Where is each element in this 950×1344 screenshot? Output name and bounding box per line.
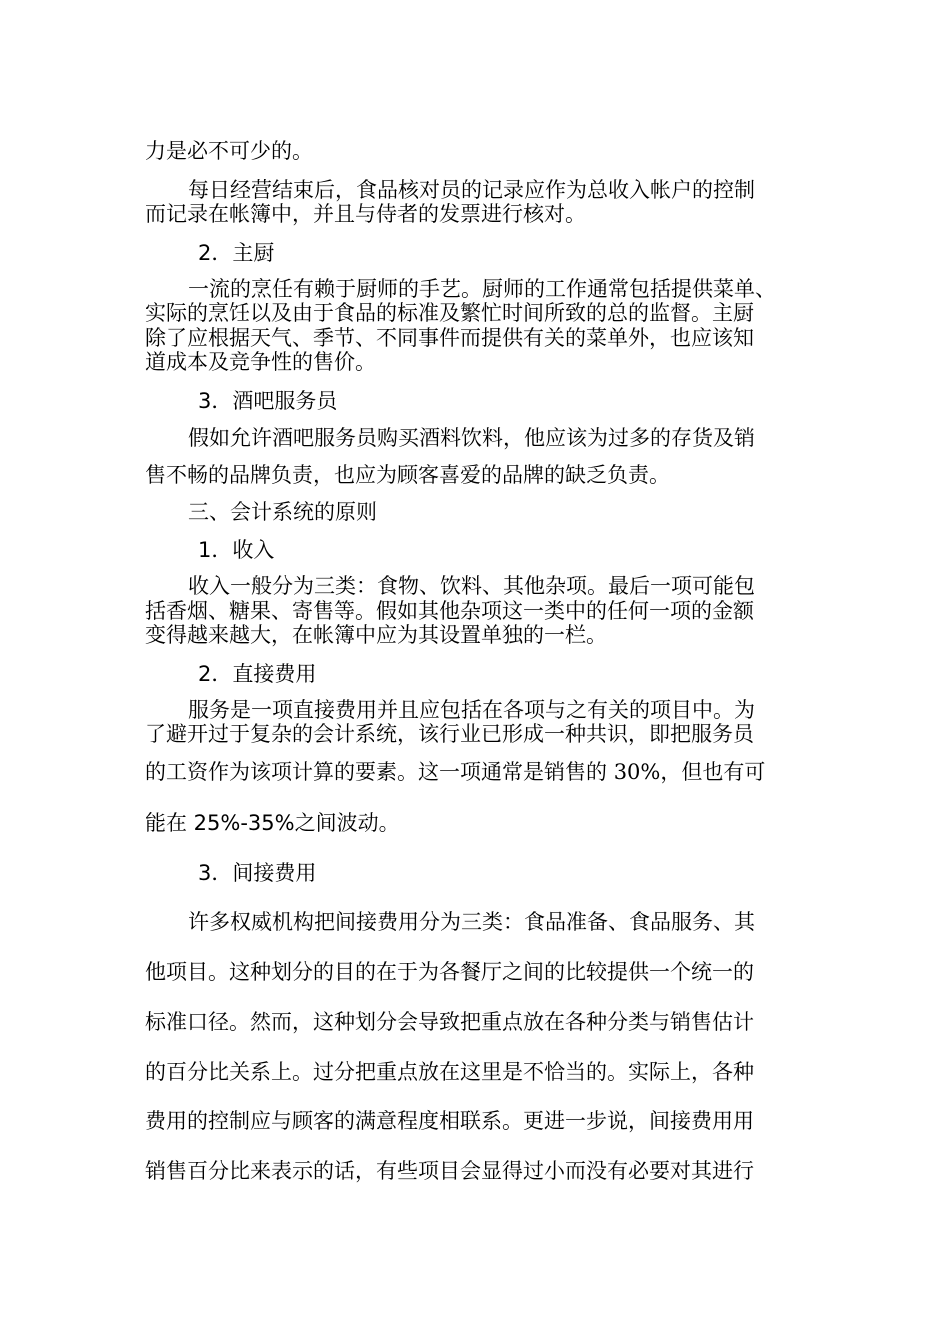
- text-segment: 许多权威机构把间接费用分为三类：食品: [188, 910, 566, 934]
- paragraph-line: 括香烟、糖果、寄售等。假如其他杂项这一类中的任何一项的金额: [145, 599, 754, 623]
- paragraph-line: 销售百分比来表示的话，有些项目会显得过小而没有必要对其进行: [145, 1159, 754, 1183]
- paragraph-line: 实际的烹饪以及由于食品的标准及繁忙时间所致的总的监督。主厨: [145, 301, 754, 325]
- paragraph-line: 了避开过于复杂的会计系统，该行业已形成一种共识，即把服务员: [145, 722, 754, 746]
- text-segment: 30%，但也有可: [613, 760, 766, 784]
- paragraph-line: 他项目。这种划分的目的在于为各餐厅之间的比较提供一个统一的: [145, 960, 754, 984]
- paragraph-line: 而记录在帐簿中，并且与侍者的发票进行核对。: [145, 202, 586, 226]
- section-heading: 3．间接费用: [198, 861, 317, 885]
- paragraph-line: 一流的烹任有赖于厨师的手艺。厨师的工作通常包括提供菜单、: [188, 277, 776, 301]
- paragraph-line: 收入一般分为三类：食物、饮料、其他杂项。最后一项可能包: [188, 574, 755, 598]
- paragraph-line: 道成本及竞争性的售价。: [145, 350, 376, 374]
- paragraph-line: 费用的控制应与顾客的满意程度相联系。更进一步说，间接费用用: [145, 1109, 754, 1133]
- paragraph-line: 的百分比关系上。过分把重点放在这里是不恰当的。实际上，各种: [145, 1060, 754, 1084]
- paragraph-line: 每日经营结束后，食品核对员的记录应作为总收入帐户的控制: [188, 178, 755, 202]
- section-heading: 1．收入: [198, 538, 275, 562]
- text-segment: 为顾客喜爱的品牌的缺乏负责。: [376, 463, 670, 487]
- paragraph-line: [145, 462, 670, 488]
- paragraph-line: 服务是一项直接费用并且应包括在各项与之有关的项目中。为: [188, 698, 755, 722]
- paragraph-line: 力是必不可少的。: [145, 139, 313, 163]
- section-heading: 2．直接费用: [198, 662, 317, 686]
- paragraph-line: [145, 759, 765, 785]
- paragraph-line: [188, 909, 755, 935]
- paragraph-line: 假如允许酒吧服务员购买酒料饮料，他应该为过多的存货及销: [188, 426, 755, 450]
- section-heading: 三、会计系统的原则: [188, 500, 377, 524]
- text-segment: 售不畅的品牌负责，也应: [145, 463, 376, 487]
- paragraph-line: 标准口径。然而，这种划分会导致把重点放在各种分类与销售估计: [145, 1010, 754, 1034]
- text-segment: 准备、食品服务、其: [566, 910, 755, 934]
- section-heading: 2．主厨: [198, 241, 275, 265]
- paragraph-line: 能在 25%-35%之间波动。: [145, 811, 400, 835]
- paragraph-line: 变得越来越大，在帐簿中应为其设置单独的一栏。: [145, 623, 607, 647]
- section-heading: 3．酒吧服务员: [198, 389, 338, 413]
- text-segment: 的工资作为该项计算的要素。这一项通常是销售的: [145, 760, 614, 784]
- paragraph-line: 除了应根据天气、季节、不同事件而提供有关的菜单外，也应该知: [145, 326, 754, 350]
